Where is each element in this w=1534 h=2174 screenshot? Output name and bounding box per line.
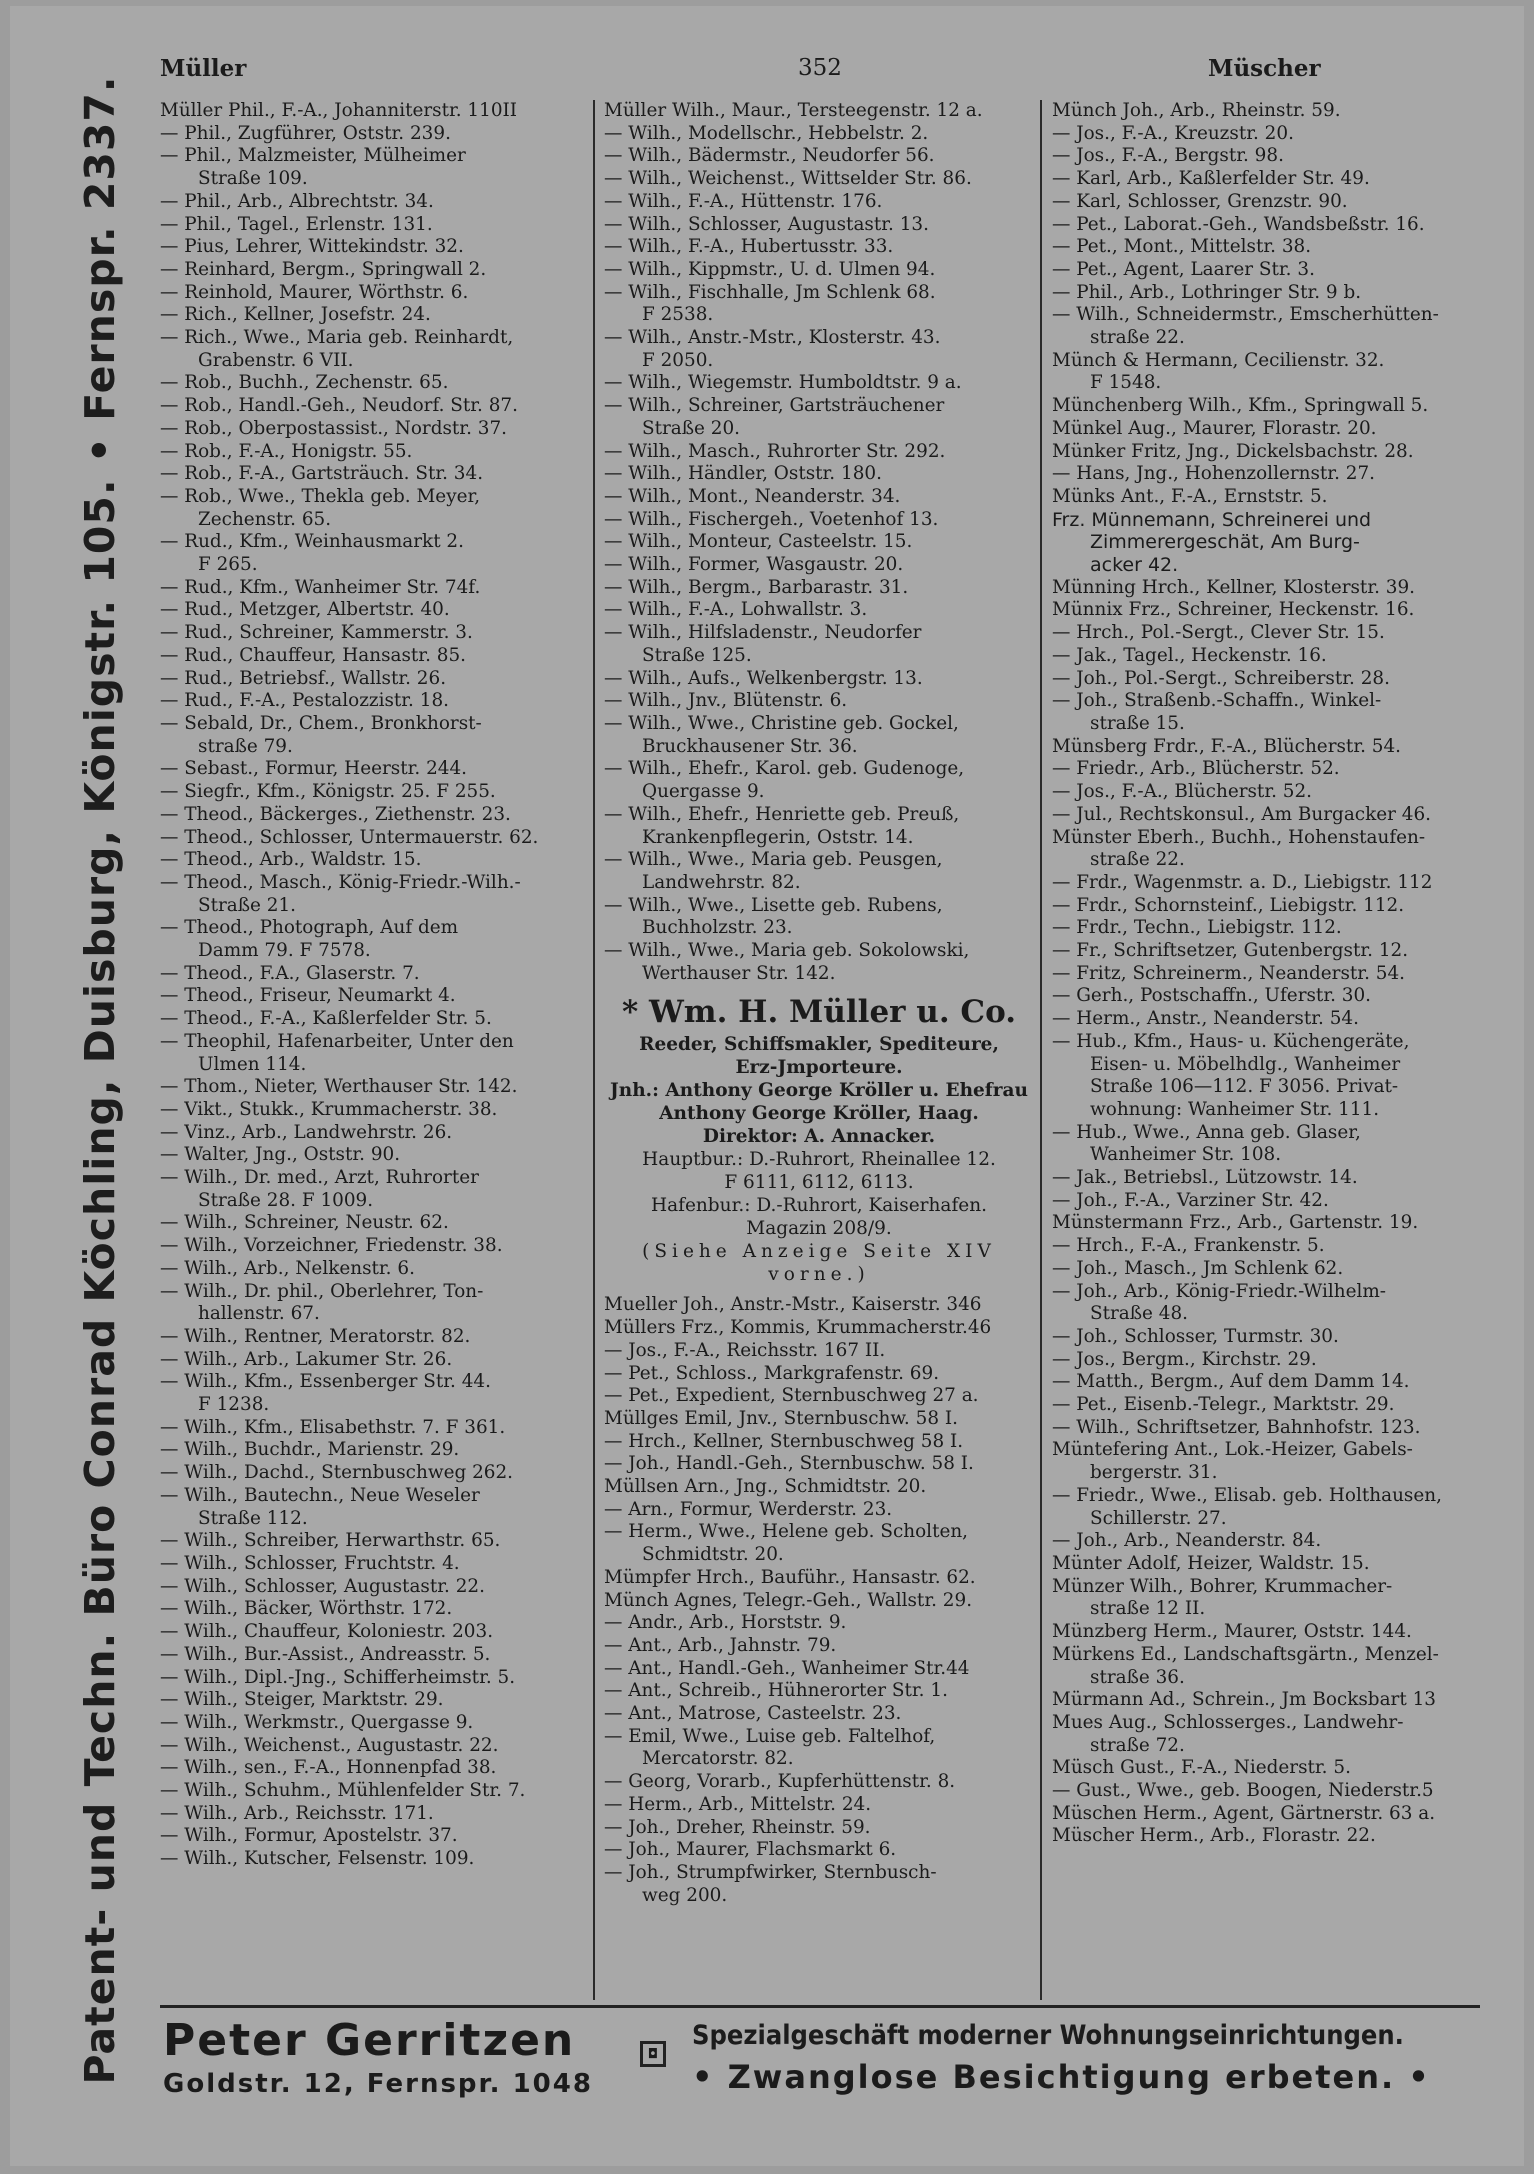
directory-entry: — Pet., Laborat.-Geh., Wandsbeßstr. 16.: [1052, 213, 1425, 235]
directory-entry: — Hub., Kfm., Haus- u. Küchengeräte,: [1052, 1030, 1410, 1052]
directory-entry: — Joh., Handl.-Geh., Sternbuschw. 58 I.: [604, 1453, 974, 1475]
directory-entry: — Friedr., Arb., Blücherstr. 52.: [1052, 758, 1340, 780]
directory-entry: Münch Agnes, Telegr.-Geh., Wallstr. 29.: [604, 1589, 973, 1611]
directory-entry: — Rud., Chauffeur, Hansastr. 85.: [160, 644, 467, 666]
directory-entry: Müllges Emil, Jnv., Sternbuschw. 58 I.: [604, 1407, 958, 1429]
directory-entry: — Frdr., Schornsteinf., Liebigstr. 112.: [1052, 894, 1405, 916]
directory-entry: — Wilh., Schlosser, Fruchtstr. 4.: [160, 1553, 460, 1574]
directory-entry: — Wilh., Bergm., Barbarastr. 31.: [604, 576, 909, 598]
directory-entry: — Wilh., Hilfsladenstr., Neudorfer: [604, 622, 922, 644]
directory-entry: — Friedr., Wwe., Elisab. geb. Holthausen,: [1052, 1484, 1442, 1506]
directory-entry: Krankenpflegerin, Oststr. 14.: [642, 826, 914, 848]
directory-entry: — Rud., Kfm., Wanheimer Str. 74f.: [160, 576, 481, 598]
ad-line: vorne.): [768, 1264, 870, 1286]
directory-entry: hallenstr. 67.: [198, 1303, 320, 1325]
directory-entry: Wanheimer Str. 108.: [1090, 1144, 1282, 1166]
directory-entry: straße 15.: [1090, 712, 1185, 734]
directory-entry: Münster Eberh., Buchh., Hohenstaufen-: [1052, 826, 1426, 848]
directory-entry: — Joh., Dreher, Rheinstr. 59.: [604, 1816, 871, 1838]
directory-entry: — Wilh., Wiegemstr. Humboldtstr. 9 a.: [604, 372, 962, 394]
directory-entry: straße 22.: [1090, 849, 1185, 871]
ornament-icon: ◘: [640, 2041, 666, 2067]
directory-entry: — Fritz, Schreinerm., Neanderstr. 54.: [1052, 962, 1406, 984]
directory-entry: Münch Joh., Arb., Rheinstr. 59.: [1052, 100, 1341, 121]
directory-entry: — Theod., Masch., König-Friedr.-Wilh.-: [160, 871, 521, 893]
directory-entry: — Wilh., Schreiber, Herwarthstr. 65.: [160, 1530, 501, 1552]
ad-line: F 6111, 6112, 6113.: [724, 1172, 914, 1194]
directory-entry: — Ant., Schreib., Hühnerorter Str. 1.: [604, 1680, 948, 1702]
directory-entry: — Wilh., Vorzeichner, Friedenstr. 38.: [160, 1235, 503, 1257]
directory-entry: — Sebast., Formur, Heerstr. 244.: [160, 758, 468, 780]
directory-entry: Müllsen Arn., Jng., Schmidtstr. 20.: [604, 1476, 927, 1498]
directory-entry: — Theod., Bäckerges., Ziethenstr. 23.: [160, 803, 511, 825]
directory-entry: — Rob., Wwe., Thekla geb. Meyer,: [160, 485, 481, 507]
directory-entry: — Rob., F.-A., Gartsträuch. Str. 34.: [160, 463, 484, 485]
directory-entry: Münkel Aug., Maurer, Florastr. 20.: [1052, 417, 1377, 439]
directory-entry: — Wilh., Weichenst., Wittselder Str. 86.: [604, 168, 972, 190]
directory-entry: — Wilh., Dipl.-Jng., Schifferheimstr. 5.: [160, 1666, 516, 1688]
directory-entry: — Joh., F.-A., Varziner Str. 42.: [1052, 1189, 1329, 1211]
directory-entry: Müntefering Ant., Lok.-Heizer, Gabels-: [1052, 1439, 1413, 1461]
directory-entry: — Fr., Schriftsetzer, Gutenbergstr. 12.: [1052, 940, 1409, 962]
column-right: [1052, 100, 1492, 1848]
directory-entry: — Walter, Jng., Oststr. 90.: [160, 1144, 401, 1166]
directory-entry: Münzberg Herm., Maurer, Oststr. 144.: [1052, 1621, 1412, 1643]
directory-entry: — Wilh., Schneidermstr., Emscherhütten-: [1052, 304, 1439, 326]
directory-entry: Münstermann Frz., Arb., Gartenstr. 19.: [1052, 1212, 1419, 1234]
directory-entry: Münchenberg Wilh., Kfm., Springwall 5.: [1052, 395, 1429, 417]
directory-entry: — Wilh., Fischhalle, Jm Schlenk 68.: [604, 281, 936, 303]
directory-entry: F 2050.: [642, 349, 714, 371]
directory-entry: Müscher Herm., Arb., Florastr. 22.: [1052, 1825, 1376, 1847]
directory-entry: — Theod., Schlosser, Untermauerstr. 62.: [160, 826, 539, 848]
directory-entry: — Jos., F.-A., Blücherstr. 52.: [1052, 781, 1313, 803]
directory-entry: — Wilh., Weichenst., Augustastr. 22.: [160, 1734, 499, 1756]
directory-entry: — Gerh., Postschaffn., Uferstr. 30.: [1052, 985, 1372, 1007]
directory-entry: — Phil., Arb., Lothringer Str. 9 b.: [1052, 281, 1362, 303]
directory-entry: Münter Adolf, Heizer, Waldstr. 15.: [1052, 1553, 1370, 1574]
ad-line: Direktor: A. Annacker.: [702, 1126, 936, 1148]
directory-entry: — Wilh., Dachd., Sternbuschweg 262.: [160, 1462, 514, 1484]
directory-entry: Mümpfer Hrch., Bauführ., Hansastr. 62.: [604, 1566, 976, 1588]
ad-slogan: Spezialgeschäft moderner Wohnungseinrichtungen.: [692, 2020, 1404, 2051]
directory-entry: — Wilh., Buchdr., Marienstr. 29.: [160, 1439, 460, 1461]
directory-entry: Schillerstr. 27.: [1090, 1507, 1227, 1529]
directory-entry: — Hub., Wwe., Anna geb. Glaser,: [1052, 1121, 1361, 1143]
ad-invitation: • Zwanglose Besichtigung erbeten. •: [692, 2058, 1431, 2096]
directory-entry: — Wilh., Ehefr., Henriette geb. Preuß,: [604, 803, 960, 825]
directory-entry: Münker Fritz, Jng., Dickelsbachstr. 28.: [1052, 440, 1414, 462]
directory-entry: — Hrch., Pol.-Sergt., Clever Str. 15.: [1052, 622, 1385, 644]
ad-line: Hafenbur.: D.-Ruhrort, Kaiserhafen.: [650, 1195, 988, 1217]
directory-entry: Straße 109.: [198, 168, 308, 190]
directory-entry: — Hrch., F.-A., Frankenstr. 5.: [1052, 1235, 1325, 1257]
directory-entry: — Wilh., Kippmstr., U. d. Ulmen 94.: [604, 258, 936, 280]
directory-entry: — Phil., Tagel., Erlenstr. 131.: [160, 213, 433, 235]
directory-entry: Bruckhausener Str. 36.: [642, 735, 858, 757]
directory-entry: Straße 106—112. F 3056. Privat-: [1090, 1076, 1399, 1098]
directory-entry: Schmidtstr. 20.: [642, 1544, 784, 1566]
directory-entry: — Herm., Wwe., Helene geb. Scholten,: [604, 1521, 969, 1543]
directory-entry: Eisen- u. Möbelhdlg., Wanheimer: [1090, 1053, 1401, 1075]
ad-line: Erz-Jmporteure.: [735, 1057, 903, 1079]
directory-entry: — Frdr., Wagenmstr. a. D., Liebigstr. 112: [1052, 871, 1433, 893]
directory-entry: — Wilh., Dr. phil., Oberlehrer, Ton-: [160, 1280, 484, 1302]
directory-entry: — Wilh., Masch., Ruhrorter Str. 292.: [604, 440, 946, 462]
directory-entry: — Wilh., Arb., Reichsstr. 171.: [160, 1802, 434, 1824]
directory-entry: Grabenstr. 6 VII.: [198, 349, 354, 371]
ad-company-address: Goldstr. 12, Fernspr. 1048: [163, 2069, 593, 2099]
directory-entry: Zechenstr. 65.: [198, 508, 332, 530]
directory-entry: — Wilh., Schlosser, Augustastr. 13.: [604, 213, 929, 235]
directory-entry: Straße 21.: [198, 894, 297, 916]
ad-company-name: Peter Gerritzen: [163, 2015, 576, 2066]
directory-entry: — Frdr., Techn., Liebigstr. 112.: [1052, 917, 1342, 939]
directory-entry: Müschen Herm., Agent, Gärtnerstr. 63 a.: [1052, 1802, 1436, 1824]
directory-entry: — Wilh., Dr. med., Arzt, Ruhrorter: [160, 1167, 479, 1189]
directory-entry: wohnung: Wanheimer Str. 111.: [1090, 1098, 1380, 1120]
directory-entry: Straße 48.: [1090, 1303, 1189, 1325]
directory-entry: — Wilh., F.-A., Hüttenstr. 176.: [604, 190, 883, 212]
directory-entry: — Reinhard, Bergm., Springwall 2.: [160, 258, 487, 280]
directory-entry: — Hans, Jng., Hohenzollernstr. 27.: [1052, 463, 1376, 485]
directory-entry: Müller Wilh., Maur., Tersteegenstr. 12 a.: [604, 100, 983, 121]
directory-entry: — Joh., Masch., Jm Schlenk 62.: [1052, 1257, 1344, 1279]
directory-entry: — Wilh., Anstr.-Mstr., Klosterstr. 43.: [604, 327, 941, 349]
directory-entry: — Wilh., Kfm., Elisabethstr. 7. F 361.: [160, 1416, 506, 1438]
directory-entry: — Wilh., Wwe., Maria geb. Peusgen,: [604, 849, 943, 871]
directory-entry: — Vikt., Stukk., Krummacherstr. 38.: [160, 1098, 498, 1120]
directory-entry: — Theod., F.-A., Kaßlerfelder Str. 5.: [160, 1008, 492, 1030]
column-middle: [604, 100, 1034, 1907]
directory-entry: straße 36.: [1090, 1666, 1185, 1688]
directory-entry: — Ant., Arb., Jahnstr. 79.: [604, 1634, 837, 1656]
directory-entry: — Wilh., sen., F.-A., Honnenpfad 38.: [160, 1757, 497, 1779]
directory-entry: — Rob., F.-A., Honigstr. 55.: [160, 440, 413, 462]
directory-entry: Quergasse 9.: [642, 781, 765, 803]
directory-entry: Landwehrstr. 82.: [642, 871, 801, 893]
directory-entry: — Vinz., Arb., Landwehrstr. 26.: [160, 1121, 453, 1143]
directory-entry: Mercatorstr. 82.: [642, 1748, 794, 1770]
directory-entry: Münzer Wilh., Bohrer, Krummacher-: [1052, 1575, 1393, 1597]
directory-entry: — Ant., Handl.-Geh., Wanheimer Str.44: [604, 1657, 970, 1679]
directory-entry: Damm 79. F 7578.: [198, 940, 371, 962]
directory-entry: — Joh., Arb., Neanderstr. 84.: [1052, 1530, 1322, 1552]
directory-entry: — Wilh., Chauffeur, Koloniestr. 203.: [160, 1621, 494, 1643]
directory-entry: — Pet., Mont., Mittelstr. 38.: [1052, 236, 1312, 258]
directory-entry: — Karl, Schlosser, Grenzstr. 90.: [1052, 190, 1348, 212]
directory-entry: Mürmann Ad., Schrein., Jm Bocksbart 13: [1052, 1689, 1436, 1711]
directory-entry: — Rob., Handl.-Geh., Neudorf. Str. 87.: [160, 395, 518, 417]
directory-entry: acker 42.: [1090, 554, 1179, 577]
directory-entry: — Wilh., Schreiner, Neustr. 62.: [160, 1212, 449, 1234]
directory-entry: — Wilh., Bur.-Assist., Andreasstr. 5.: [160, 1643, 491, 1665]
directory-entry: bergerstr. 31.: [1090, 1462, 1218, 1484]
directory-entry: — Jul., Rechtskonsul., Am Burgacker 46.: [1052, 803, 1432, 825]
ad-line: Reeder, Schiffsmakler, Spediteure,: [639, 1034, 999, 1056]
directory-entry: — Rud., F.-A., Pestalozzistr. 18.: [160, 690, 449, 712]
directory-entry: Mürkens Ed., Landschaftsgärtn., Menzel-: [1052, 1643, 1439, 1665]
directory-entry: — Theod., Photograph, Auf dem: [160, 917, 459, 939]
directory-entry: — Rud., Kfm., Weinhausmarkt 2.: [160, 531, 464, 553]
footer-ad-left: [163, 2016, 593, 2102]
directory-entry: Zimmerergeschät, Am Burg-: [1090, 531, 1360, 554]
directory-entry: Mues Aug., Schlosserges., Landwehr-: [1052, 1711, 1404, 1733]
directory-entry: — Karl, Arb., Kaßlerfelder Str. 49.: [1052, 168, 1370, 190]
directory-entry: — Wilh., Werkmstr., Quergasse 9.: [160, 1711, 474, 1733]
ad-line: Magazin 208/9.: [746, 1218, 892, 1240]
directory-entry: weg 200.: [642, 1884, 728, 1906]
ad-title: * Wm. H. Müller u. Co.: [621, 994, 1017, 1031]
directory-entry: — Wilh., Formur, Apostelstr. 37.: [160, 1825, 458, 1847]
directory-entry: — Wilh., Kutscher, Felsenstr. 109.: [160, 1848, 475, 1870]
directory-entry: — Phil., Arb., Albrechtstr. 34.: [160, 190, 434, 212]
header-right: Müscher: [1208, 55, 1321, 82]
directory-entry: — Joh., Strumpfwirker, Sternbusch-: [604, 1862, 937, 1883]
directory-entry: — Pet., Agent, Laarer Str. 3.: [1052, 258, 1315, 280]
column-rule: [1040, 100, 1042, 2000]
directory-entry: — Wilh., Aufs., Welkenbergstr. 13.: [604, 667, 923, 689]
directory-entry: — Jos., Bergm., Kirchstr. 29.: [1052, 1348, 1317, 1370]
directory-entry: Straße 20.: [642, 417, 741, 439]
directory-entry: — Wilh., Mont., Neanderstr. 34.: [604, 485, 901, 507]
directory-entry: Müllers Frz., Kommis, Krummacherstr.46: [604, 1317, 992, 1339]
directory-entry: — Wilh., Fischergeh., Voetenhof 13.: [604, 508, 939, 530]
header-left: Müller: [160, 55, 247, 82]
directory-entry: — Georg, Vorarb., Kupferhüttenstr. 8.: [604, 1771, 956, 1793]
directory-entry: — Herm., Anstr., Neanderstr. 54.: [1052, 1008, 1359, 1030]
directory-entry: — Wilh., Schlosser, Augustastr. 22.: [160, 1575, 485, 1597]
footer-rule: [160, 2005, 1480, 2008]
directory-entry: — Herm., Arb., Mittelstr. 24.: [604, 1793, 872, 1815]
directory-entry: — Wilh., Arb., Lakumer Str. 26.: [160, 1348, 453, 1370]
directory-entry: — Matth., Bergm., Auf dem Damm 14.: [1052, 1371, 1410, 1393]
directory-entry: F 265.: [198, 554, 258, 576]
directory-entry: — Rud., Schreiner, Kammerstr. 3.: [160, 622, 473, 644]
directory-entry: — Rich., Kellner, Josefstr. 24.: [160, 304, 431, 326]
directory-entry: — Jak., Betriebsl., Lützowstr. 14.: [1052, 1167, 1358, 1189]
directory-entry: — Phil., Malzmeister, Mülheimer: [160, 145, 466, 167]
directory-entry: — Pet., Eisenb.-Telegr., Marktstr. 29.: [1052, 1394, 1395, 1416]
directory-entry: — Rud., Betriebsf., Wallstr. 26.: [160, 667, 447, 689]
column-rule: [593, 100, 595, 2000]
directory-entry: — Wilh., Bäcker, Wörthstr. 172.: [160, 1598, 453, 1620]
directory-entry: — Wilh., Wwe., Lisette geb. Rubens,: [604, 894, 943, 916]
directory-entry: — Wilh., Steiger, Marktstr. 29.: [160, 1689, 444, 1711]
directory-entry: — Wilh., Arb., Nelkenstr. 6.: [160, 1257, 415, 1279]
directory-entry: — Jos., F.-A., Reichsstr. 167 II.: [604, 1339, 886, 1361]
directory-entry: Münsberg Frdr., F.-A., Blücherstr. 54.: [1052, 735, 1402, 757]
directory-entry: — Gust., Wwe., geb. Boogen, Niederstr.5: [1052, 1780, 1434, 1802]
ad-line: Anthony George Kröller, Haag.: [659, 1103, 979, 1125]
directory-entry: — Pet., Schloss., Markgrafenstr. 69.: [604, 1362, 940, 1384]
directory-entry: Münch & Hermann, Cecilienstr. 32.: [1052, 349, 1385, 371]
directory-entry: Müsch Gust., F.-A., Niederstr. 5.: [1052, 1757, 1351, 1779]
directory-entry: — Theophil, Hafenarbeiter, Unter den: [160, 1030, 514, 1052]
directory-entry: F 1238.: [198, 1394, 270, 1416]
ad-line: Jnh.: Anthony George Kröller u. Ehefrau: [610, 1080, 1028, 1102]
directory-entry: Straße 125.: [642, 644, 752, 666]
directory-entry: — Wilh., Schuhm., Mühlenfelder Str. 7.: [160, 1780, 526, 1802]
directory-entry: — Jos., F.-A., Kreuzstr. 20.: [1052, 122, 1294, 144]
directory-entry: Münnix Frz., Schreiner, Heckenstr. 16.: [1052, 599, 1415, 621]
page-number: 352: [798, 55, 842, 81]
directory-entry: — Rud., Metzger, Albertstr. 40.: [160, 599, 450, 621]
directory-entry: — Joh., Maurer, Flachsmarkt 6.: [604, 1839, 897, 1861]
directory-entry: — Wilh., Modellschr., Hebbelstr. 2.: [604, 122, 929, 144]
directory-entry: — Wilh., F.-A., Lohwallstr. 3.: [604, 599, 868, 621]
directory-entry: Mueller Joh., Anstr.-Mstr., Kaiserstr. 346: [604, 1294, 982, 1316]
directory-entry: — Rob., Oberpostassist., Nordstr. 37.: [160, 417, 508, 439]
directory-entry: Buchholzstr. 23.: [642, 917, 793, 939]
directory-entry: — Phil., Zugführer, Oststr. 239.: [160, 122, 451, 144]
directory-entry: Werthauser Str. 142.: [642, 962, 836, 984]
directory-entry: straße 12 II.: [1090, 1598, 1206, 1620]
directory-entry: Ulmen 114.: [198, 1053, 307, 1075]
directory-entry: — Wilh., Bädermstr., Neudorfer 56.: [604, 145, 935, 167]
directory-entry: straße 22.: [1090, 327, 1185, 349]
directory-entry: — Sebald, Dr., Chem., Bronkhorst-: [160, 712, 482, 734]
directory-entry: — Wilh., Schriftsetzer, Bahnhofstr. 123.: [1052, 1416, 1421, 1438]
directory-entry: — Jak., Tagel., Heckenstr. 16.: [1052, 644, 1327, 666]
directory-entry: F 1548.: [1090, 372, 1162, 394]
directory-entry: — Ant., Matrose, Casteelstr. 23.: [604, 1703, 902, 1725]
directory-entry: — Wilh., Former, Wasgaustr. 20.: [604, 554, 904, 576]
directory-entry: — Joh., Arb., König-Friedr.-Wilhelm-: [1052, 1280, 1386, 1302]
directory-entry: — Emil, Wwe., Luise geb. Faltelhof,: [604, 1725, 936, 1747]
column-left: [160, 100, 586, 1871]
directory-entry: F 2538.: [642, 304, 714, 326]
directory-entry: — Pet., Expedient, Sternbuschweg 27 a.: [604, 1385, 979, 1407]
directory-entry: — Pius, Lehrer, Wittekindstr. 32.: [160, 236, 464, 258]
directory-entry: Straße 112.: [198, 1507, 308, 1529]
directory-entry: — Wilh., Ehefr., Karol. geb. Gudenoge,: [604, 758, 965, 780]
directory-entry: Münks Ant., F.-A., Ernststr. 5.: [1052, 485, 1328, 507]
footer-ad-right: [692, 2016, 1431, 2098]
directory-entry: — Theod., Friseur, Neumarkt 4.: [160, 985, 456, 1007]
directory-entry: Frz. Münnemann, Schreinerei und: [1052, 508, 1372, 531]
directory-entry: — Wilh., Monteur, Casteelstr. 15.: [604, 531, 913, 553]
directory-entry: — Andr., Arb., Horststr. 9.: [604, 1612, 847, 1634]
directory-entry: — Arn., Formur, Werderstr. 23.: [604, 1498, 893, 1520]
directory-entry: Müller Phil., F.-A., Johanniterstr. 110II: [160, 100, 518, 121]
directory-entry: — Wilh., F.-A., Hubertusstr. 33.: [604, 236, 894, 258]
directory-entry: — Rich., Wwe., Maria geb. Reinhardt,: [160, 327, 514, 349]
directory-entry: — Wilh., Rentner, Meratorstr. 82.: [160, 1325, 471, 1347]
directory-entry: — Hrch., Kellner, Sternbuschweg 58 I.: [604, 1430, 964, 1452]
directory-entry: Straße 28. F 1009.: [198, 1189, 374, 1211]
directory-entry: — Wilh., Kfm., Essenberger Str. 44.: [160, 1371, 491, 1393]
directory-entry: Münning Hrch., Kellner, Klosterstr. 39.: [1052, 576, 1416, 598]
advertisement-wm-h-mueller: [604, 991, 1034, 1286]
ad-line: (Siehe Anzeige Seite XIV: [642, 1241, 996, 1263]
directory-entry: — Reinhold, Maurer, Wörthstr. 6.: [160, 281, 469, 303]
directory-entry: — Wilh., Händler, Oststr. 180.: [604, 463, 882, 485]
directory-entry: — Wilh., Schreiner, Gartsträuchener: [604, 395, 945, 417]
directory-entry: — Jos., F.-A., Bergstr. 98.: [1052, 145, 1284, 167]
directory-entry: — Wilh., Wwe., Maria geb. Sokolowski,: [604, 940, 970, 962]
directory-entry: — Wilh., Jnv., Blütenstr. 6.: [604, 690, 848, 712]
directory-entry: straße 72.: [1090, 1734, 1185, 1756]
directory-entry: — Thom., Nieter, Werthauser Str. 142.: [160, 1076, 518, 1098]
ad-line: Hauptbur.: D.-Ruhrort, Rheinallee 12.: [642, 1149, 996, 1171]
directory-entry: — Joh., Pol.-Sergt., Schreiberstr. 28.: [1052, 667, 1390, 689]
directory-entry: — Wilh., Bautechn., Neue Weseler: [160, 1484, 480, 1506]
directory-entry: — Joh., Schlosser, Turmstr. 30.: [1052, 1325, 1339, 1347]
directory-entry: — Joh., Straßenb.-Schaffn., Winkel-: [1052, 690, 1382, 712]
directory-entry: — Theod., F.A., Glaserstr. 7.: [160, 962, 420, 984]
directory-entry: — Theod., Arb., Waldstr. 15.: [160, 849, 422, 871]
side-advertisement: Patent- und Techn. Büro Conrad Köchling, Duisburg, Königstr. 105. • Fernspr. 2337.: [76, 75, 124, 2085]
directory-entry: straße 79.: [198, 735, 293, 757]
directory-entry: — Siegfr., Kfm., Königstr. 25. F 255.: [160, 781, 496, 803]
directory-entry: — Rob., Buchh., Zechenstr. 65.: [160, 372, 449, 394]
directory-entry: — Wilh., Wwe., Christine geb. Gockel,: [604, 712, 959, 734]
